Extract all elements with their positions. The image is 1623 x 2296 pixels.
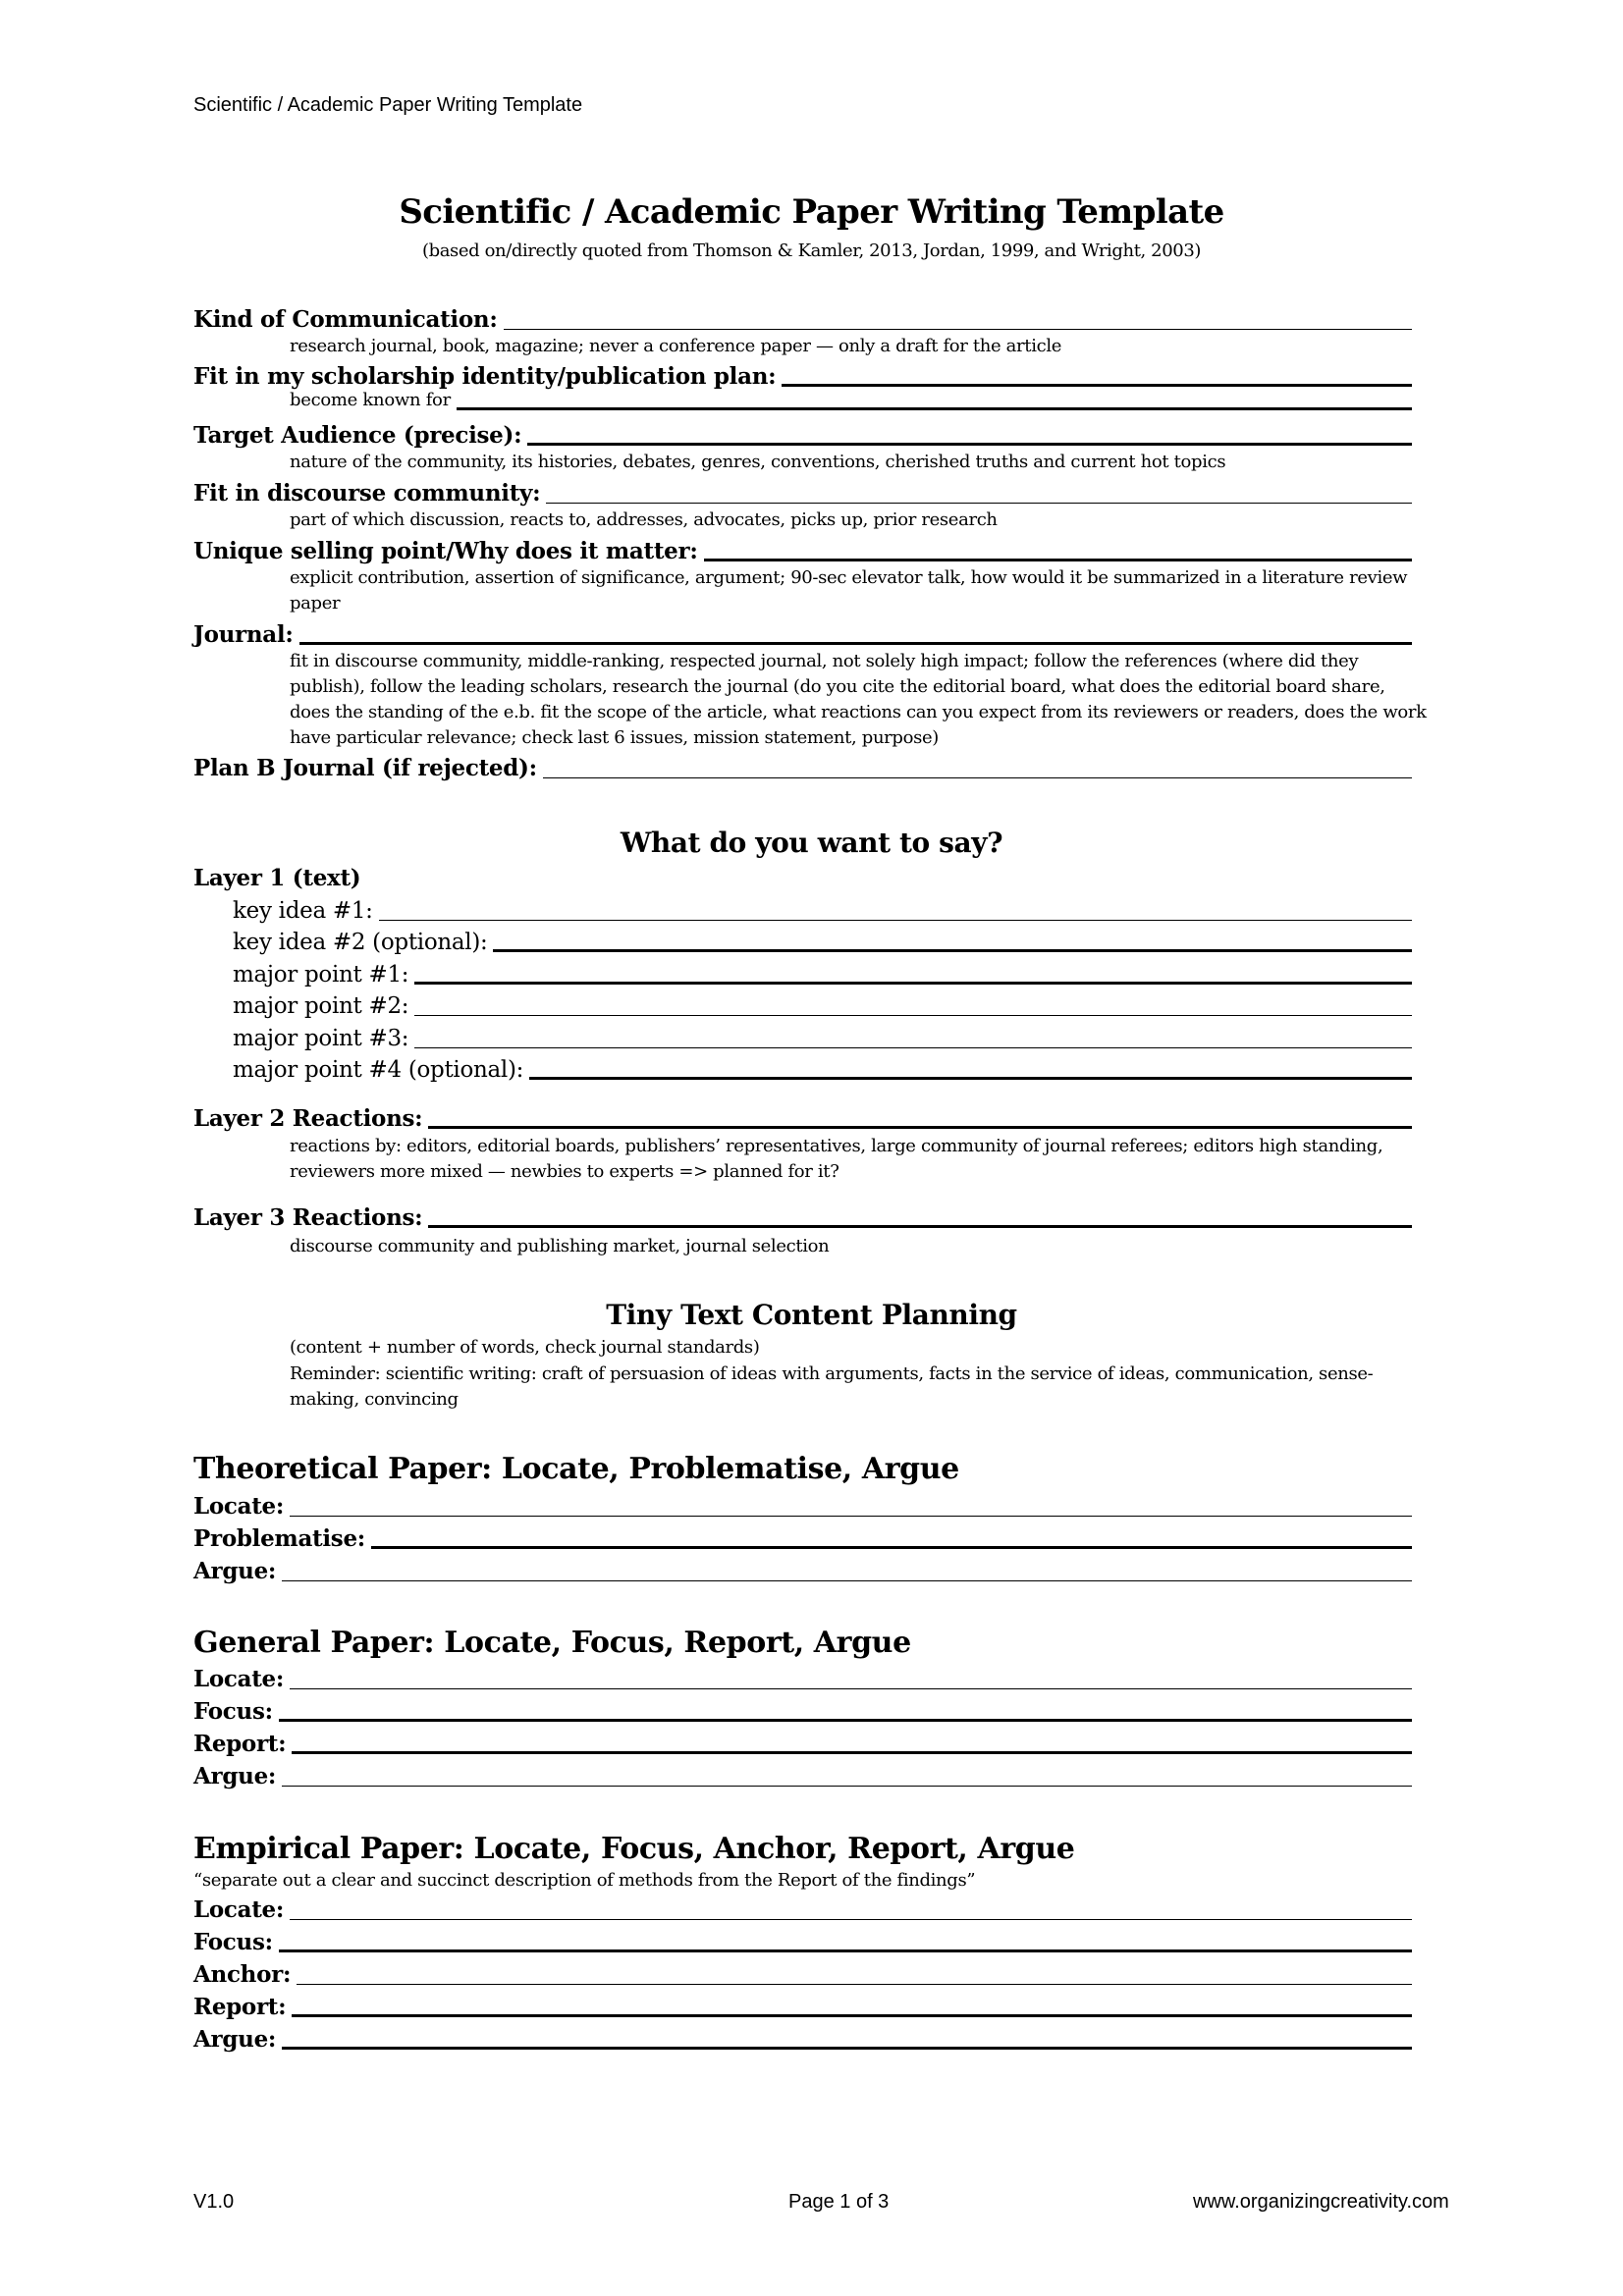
field-label: major point #4 (optional): (233, 1057, 524, 1083)
field-label: major point #1: (233, 962, 409, 988)
field-hint: fit in discourse community, middle-ranking, respected journal, not solely high impact; follow the references (where did they publish), follow the leading scholars, research the journal (do you cite the editorial board, what does the editorial board share, does the standing of the e.b. fit the scope of the article, what reactions can you expect from its reviewers or readers, does the work have particular relevance; check last 6 issues, mission statement, purpose) (290, 651, 1427, 748)
footer-website-link[interactable]: www.organizingcreativity.com (1193, 2191, 1449, 2213)
field-label: major point #2: (233, 993, 409, 1019)
layer1-item (233, 1023, 1412, 1052)
document-subtitle: (based on/directly quoted from Thomson & Kamler, 2013, Jordan, 1999, and Wright, 2003) (421, 240, 1202, 261)
journal-input[interactable] (299, 642, 1412, 645)
field-plan-b-journal (193, 753, 1412, 782)
field-label: Locate: (193, 1493, 285, 1520)
empirical-field (193, 1992, 1412, 2021)
general-field (193, 1696, 1412, 1726)
empirical-quote: “separate out a clear and succinct description of methods from the Report of the findings” (193, 1870, 976, 1891)
field-unique-selling-point (193, 536, 1412, 565)
field-label: Argue: (193, 1558, 277, 1584)
footer-version: V1.0 (193, 2191, 235, 2213)
empirical-locate-input[interactable] (290, 1919, 1412, 1920)
theoretical-field (193, 1491, 1412, 1521)
field-label: Journal: (193, 621, 294, 648)
empirical-anchor-input[interactable] (297, 1984, 1412, 1985)
empirical-paper-heading: Empirical Paper: Locate, Focus, Anchor, Report, Argue (193, 1832, 1075, 1866)
field-hint: discourse community and publishing market, journal selection (290, 1236, 830, 1256)
layer1-item (233, 927, 1412, 956)
field-label: Anchor: (193, 1961, 292, 1988)
general-field (193, 1664, 1412, 1693)
general-field (193, 1761, 1412, 1790)
field-label: Focus: (193, 1929, 273, 1955)
major-point-2-input[interactable] (414, 1015, 1412, 1016)
section-heading-tiny-text: Tiny Text Content Planning (606, 1299, 1017, 1331)
empirical-report-input[interactable] (292, 2014, 1412, 2017)
field-journal (193, 619, 1412, 649)
field-fit-discourse (193, 478, 1412, 507)
tiny-text-note: (content + number of words, check journal standards) (290, 1337, 760, 1358)
general-argue-input[interactable] (282, 1786, 1412, 1787)
field-hint: research journal, book, magazine; never a conference paper — only a draft for the article (290, 336, 1062, 356)
field-label: Fit in discourse community: (193, 480, 541, 507)
theoretical-paper-heading: Theoretical Paper: Locate, Problematise, Argue (193, 1452, 959, 1486)
field-label: become known for (290, 390, 451, 410)
target-audience-input[interactable] (527, 443, 1412, 446)
field-label: Layer 2 Reactions: (193, 1105, 423, 1132)
empirical-focus-input[interactable] (279, 1949, 1412, 1952)
become-known-for-input[interactable] (457, 407, 1412, 410)
field-label: Report: (193, 1994, 287, 2020)
field-hint: reactions by: editors, editorial boards, publishers’ representatives, large community of journal referees; editors high standing, reviewers more mixed — newbies to experts => planned for it? (290, 1136, 1383, 1182)
field-become-known-for (290, 389, 1412, 414)
empirical-field (193, 2024, 1412, 2054)
key-idea-2-input[interactable] (493, 949, 1412, 952)
field-label: Locate: (193, 1896, 285, 1923)
empirical-field (193, 1959, 1412, 1989)
theoretical-locate-input[interactable] (290, 1516, 1412, 1517)
field-label: Plan B Journal (if rejected): (193, 755, 537, 781)
empirical-field (193, 1895, 1412, 1924)
layer1-item (233, 895, 1412, 925)
field-label: Argue: (193, 1763, 277, 1789)
field-label: Focus: (193, 1698, 273, 1725)
empirical-field (193, 1927, 1412, 1956)
plan-b-journal-input[interactable] (543, 777, 1412, 778)
field-label: Fit in my scholarship identity/publication plan: (193, 363, 777, 390)
general-paper-heading: General Paper: Locate, Focus, Report, Argue (193, 1626, 911, 1660)
field-hint: explicit contribution, assertion of significance, argument; 90-sec elevator talk, how would it be summarized in a literature review paper (290, 567, 1408, 614)
field-label: Unique selling point/Why does it matter: (193, 538, 698, 564)
kind-of-communication-input[interactable] (504, 329, 1412, 330)
field-label: Layer 3 Reactions: (193, 1204, 423, 1231)
major-point-1-input[interactable] (414, 982, 1412, 985)
layer1-heading-row (193, 863, 1412, 892)
layer1-label: Layer 1 (text) (193, 865, 361, 891)
unique-selling-point-input[interactable] (704, 559, 1412, 561)
layer1-item (233, 1054, 1412, 1084)
theoretical-argue-input[interactable] (282, 1580, 1412, 1581)
field-label: major point #3: (233, 1026, 409, 1051)
footer-page-number: Page 1 of 3 (788, 2191, 890, 2213)
theoretical-field (193, 1523, 1412, 1553)
field-layer2-reactions (193, 1103, 1412, 1133)
field-label: Report: (193, 1731, 287, 1757)
running-header: Scientific / Academic Paper Writing Template (193, 94, 583, 116)
field-target-audience (193, 420, 1412, 450)
field-label: Kind of Communication: (193, 306, 498, 333)
major-point-4-input[interactable] (529, 1077, 1412, 1080)
layer3-reactions-input[interactable] (428, 1225, 1412, 1228)
field-label: Argue: (193, 2026, 277, 2053)
fit-discourse-input[interactable] (546, 503, 1412, 504)
field-hint: nature of the community, its histories, debates, genres, conventions, cherished truths and current hot topics (290, 452, 1226, 472)
major-point-3-input[interactable] (414, 1047, 1412, 1048)
field-label: key idea #1: (233, 898, 373, 924)
field-label: Problematise: (193, 1525, 365, 1552)
field-layer3-reactions (193, 1202, 1412, 1232)
field-label: key idea #2 (optional): (233, 930, 488, 955)
theoretical-field (193, 1556, 1412, 1585)
empirical-argue-input[interactable] (282, 2047, 1412, 2050)
layer1-item (233, 959, 1412, 988)
general-report-input[interactable] (292, 1751, 1412, 1754)
tiny-text-reminder: Reminder: scientific writing: craft of persuasion of ideas with arguments, facts in the service of ideas, communication, sense-making, convincing (290, 1363, 1374, 1410)
field-label: Locate: (193, 1666, 285, 1692)
fit-scholarship-input[interactable] (782, 384, 1412, 387)
general-field (193, 1729, 1412, 1758)
field-kind-of-communication (193, 304, 1412, 334)
layer1-item (233, 990, 1412, 1020)
field-label: Target Audience (precise): (193, 422, 522, 449)
layer2-reactions-input[interactable] (428, 1126, 1412, 1129)
field-hint: part of which discussion, reacts to, addresses, advocates, picks up, prior research (290, 509, 998, 530)
section-heading-say: What do you want to say? (620, 827, 1003, 859)
general-locate-input[interactable] (290, 1688, 1412, 1689)
document-title: Scientific / Academic Paper Writing Template (399, 192, 1224, 232)
key-idea-1-input[interactable] (379, 920, 1412, 921)
theoretical-problematise-input[interactable] (371, 1546, 1412, 1549)
general-focus-input[interactable] (279, 1719, 1412, 1722)
